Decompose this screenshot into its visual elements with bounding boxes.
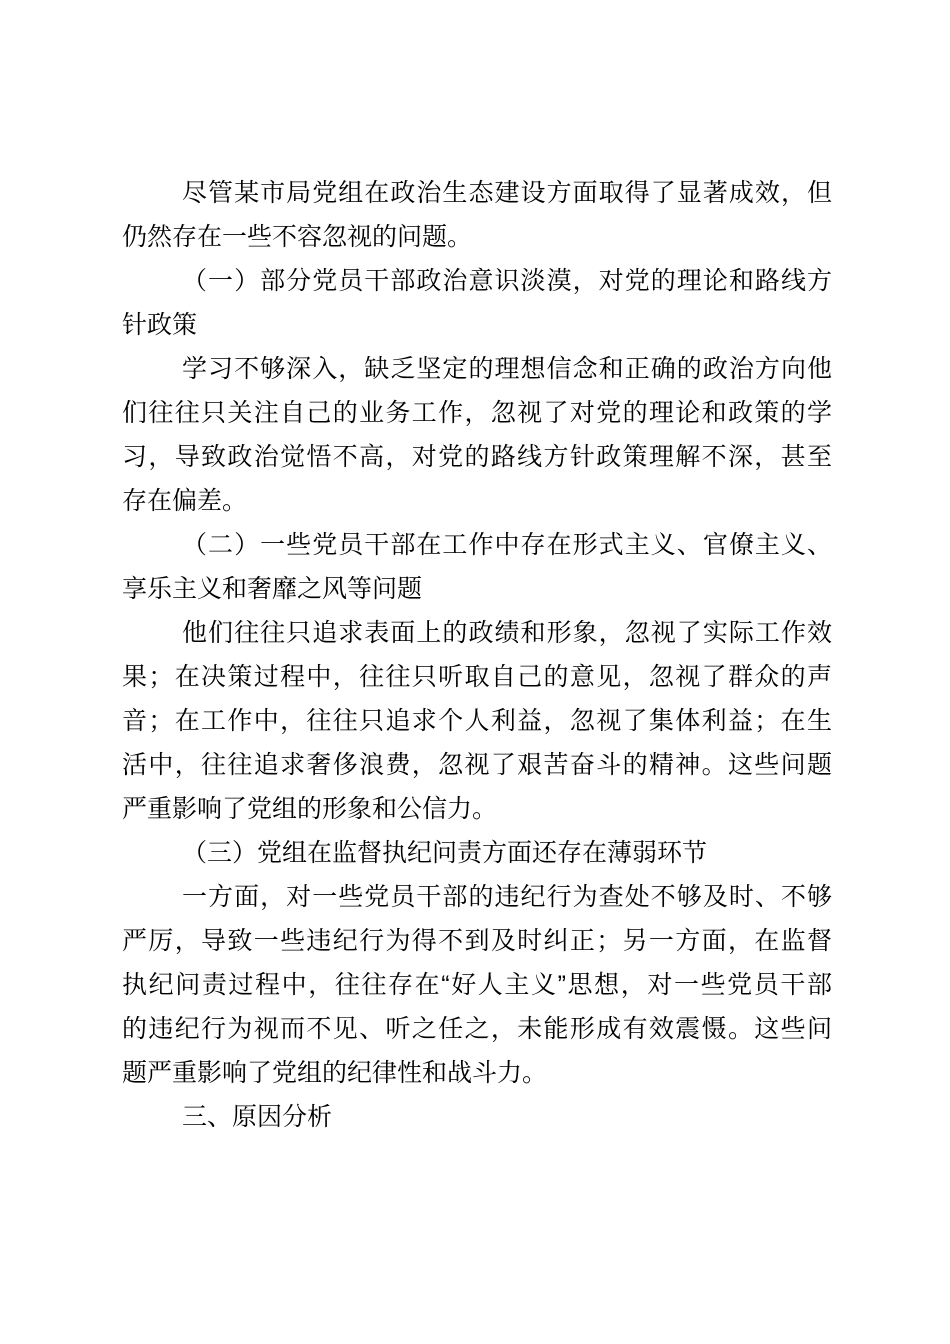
paragraph-issue-1-body — [122, 347, 832, 523]
paragraph-issue-2-body — [122, 611, 832, 831]
text-line: 尽管某市局党组在政治生态建设方面取得了显著成效，但 — [182, 179, 832, 207]
heading-issue-2 — [122, 523, 832, 611]
text-line: 们往往只关注自己的业务工作，忽视了对党的理论和政策的学 — [122, 399, 832, 427]
text-line: 严厉，导致一些违纪行为得不到及时纠正；另一方面，在监督 — [122, 927, 832, 955]
text-line: 仍然存在一些不容忽视的问题。 — [122, 223, 473, 251]
text-line: （三）党组在监督执纪问责方面还存在薄弱环节 — [182, 839, 708, 867]
text-line: 存在偏差。 — [122, 487, 248, 515]
text-line: （一）部分党员干部政治意识淡漠，对党的理论和路线方 — [182, 267, 832, 295]
text-line: （二）一些党员干部在工作中存在形式主义、官僚主义、 — [182, 531, 832, 559]
text-line: 三、原因分析 — [182, 1103, 333, 1131]
text-line: 音；在工作中，往往只追求个人利益，忽视了集体利益；在生 — [122, 707, 832, 735]
text-line: 学习不够深入，缺乏坚定的理想信念和正确的政治方向他 — [182, 355, 832, 383]
text-line: 活中，往往追求奢侈浪费，忽视了艰苦奋斗的精神。这些问题 — [122, 751, 832, 779]
text-line: 执纪问责过程中，往往存在“好人主义”思想，对一些党员干部 — [122, 971, 832, 999]
heading-issue-1 — [122, 259, 832, 347]
paragraph-issue-3-body — [122, 875, 832, 1095]
document-body — [122, 171, 832, 1139]
text-line: 针政策 — [122, 311, 198, 339]
text-line: 果；在决策过程中，往往只听取自己的意见，忽视了群众的声 — [122, 663, 832, 691]
text-line: 他们往往只追求表面上的政绩和形象，忽视了实际工作效 — [182, 619, 832, 647]
section-heading-cause-analysis — [122, 1095, 832, 1139]
text-line: 一方面，对一些党员干部的违纪行为查处不够及时、不够 — [182, 883, 832, 911]
paragraph-intro — [122, 171, 832, 259]
text-line: 习，导致政治觉悟不高，对党的路线方针政策理解不深，甚至 — [122, 443, 832, 471]
text-line: 的违纪行为视而不见、听之任之，未能形成有效震慑。这些问 — [122, 1015, 832, 1043]
text-line: 严重影响了党组的形象和公信力。 — [122, 795, 498, 823]
text-line: 题严重影响了党组的纪律性和战斗力。 — [122, 1059, 548, 1087]
heading-issue-3 — [122, 831, 832, 875]
text-line: 享乐主义和奢靡之风等问题 — [122, 575, 423, 603]
